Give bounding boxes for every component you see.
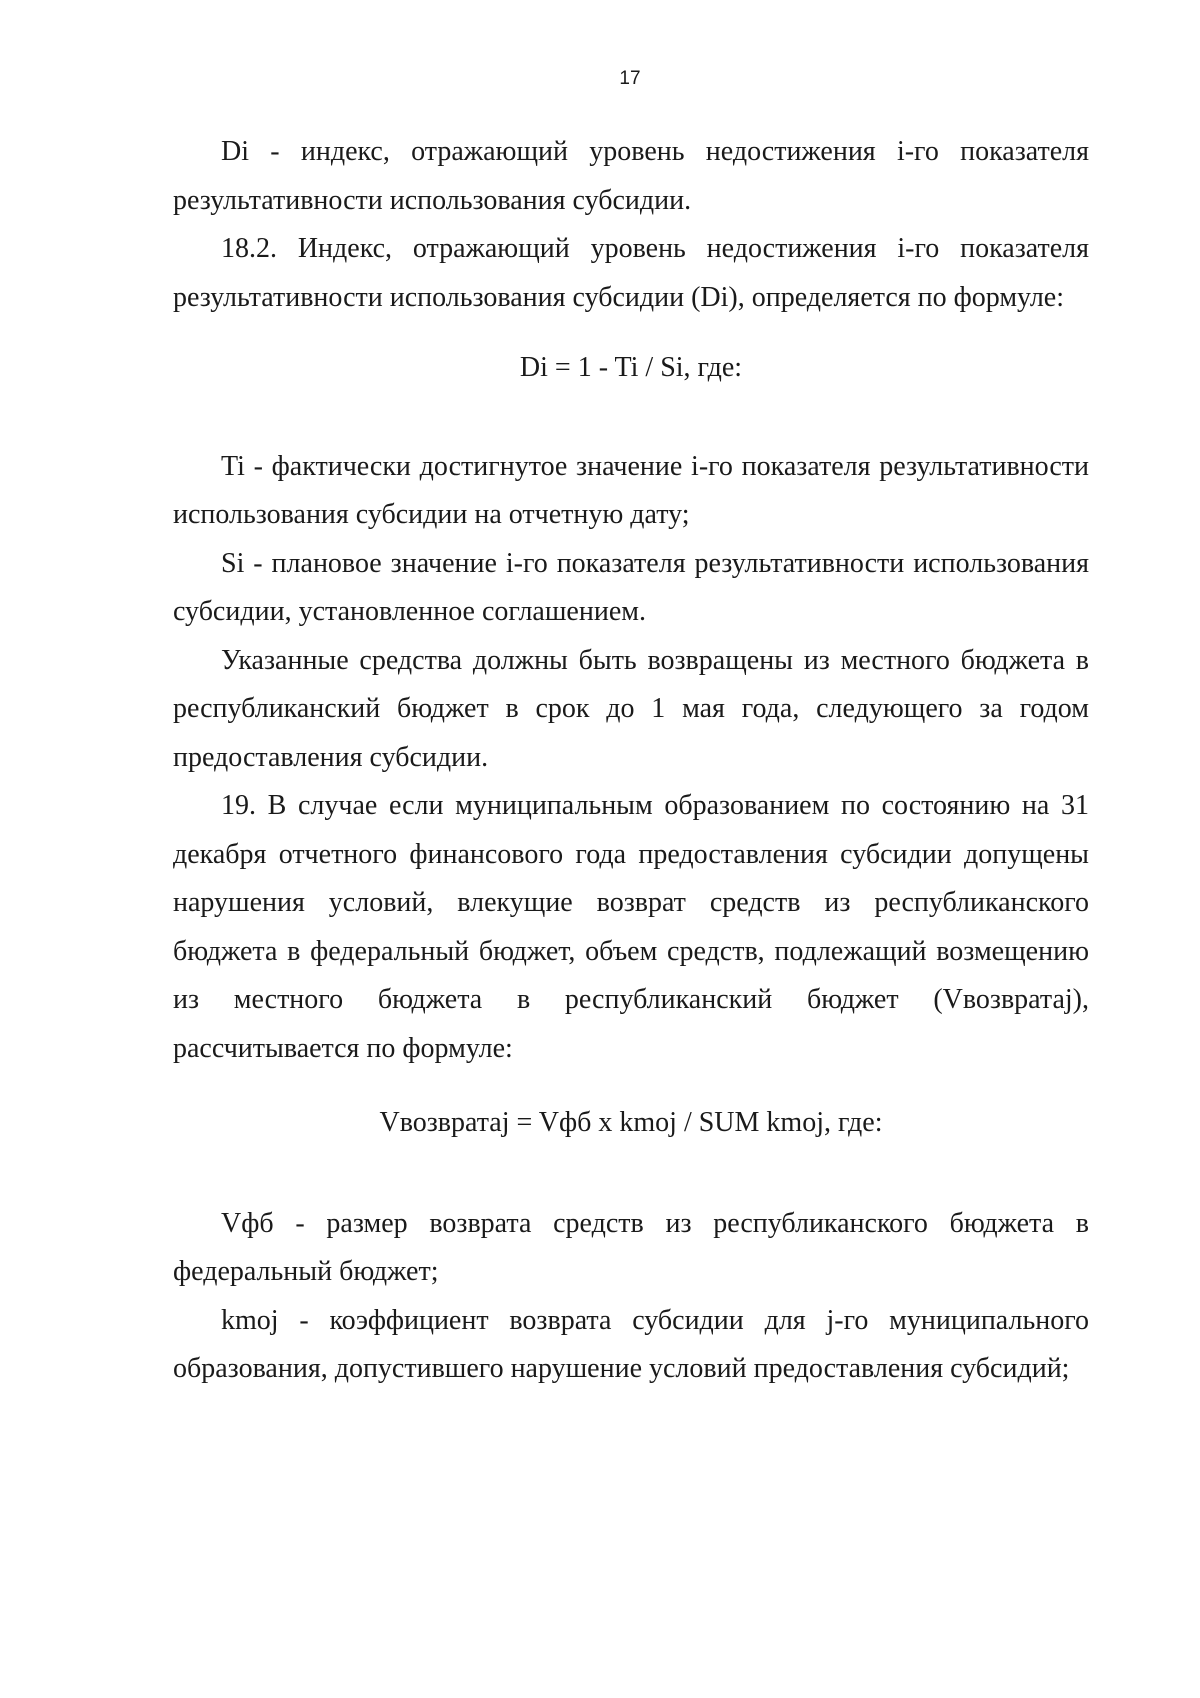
formula-di: Di = 1 - Ti / Si, где: bbox=[519, 352, 743, 383]
paragraph-di-definition: Di - индекс, отражающий уровень недостижения i-го показателя результативности использования субсидии. bbox=[173, 136, 1089, 216]
paragraph-ti-definition: Ti - фактически достигнутое значение i-го показателя результативности использования субсидии на отчетную дату; bbox=[173, 450, 1089, 530]
document-body bbox=[173, 128, 1089, 1394]
paragraph-18-2: 18.2. Индекс, отражающий уровень недостижения i-го показателя результативности использования субсидии (Di), определяется по формуле: bbox=[173, 233, 1089, 313]
paragraph-si-definition: Si - плановое значение i-го показателя результативности использования субсидии, установленное соглашением. bbox=[173, 547, 1089, 627]
formula-vreturn: Vвозвратаj = Vфб x kmoj / SUM kmoj, где: bbox=[379, 1107, 883, 1138]
page-number: 17 bbox=[619, 68, 641, 89]
paragraph-19: 19. В случае если муниципальным образованием по состоянию на 31 декабря отчетного финансового года предоставления субсидии допущены нарушения условий, влекущие возврат средств из республиканского бюджета в федеральный бюджет, объем средств, подлежащий возмещению из местного бюджета в республиканский бюджет (Vвозвратаj), рассчитывается по формуле: bbox=[173, 790, 1089, 1064]
paragraph-return-deadline: Указанные средства должны быть возвращены из местного бюджета в республиканский бюджет в срок до 1 мая года, следующего за годом предоставления субсидии. bbox=[173, 644, 1089, 773]
paragraph-vfb-definition: Vфб - размер возврата средств из республиканского бюджета в федеральный бюджет; bbox=[173, 1207, 1089, 1287]
paragraph-kmoj-definition: kmoj - коэффициент возврата субсидии для j-го муниципального образования, допустившего нарушение условий предоставления субсидий; bbox=[173, 1304, 1089, 1384]
